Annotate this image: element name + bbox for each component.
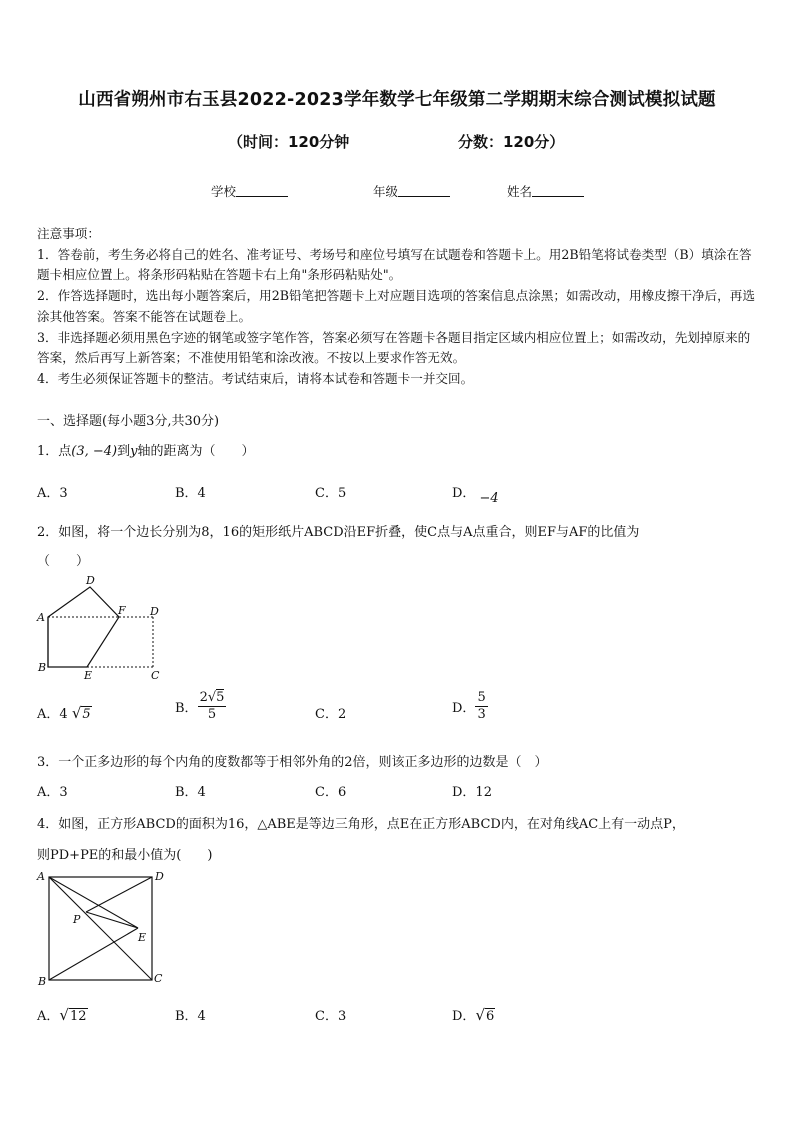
q2-option-c[interactable]: C．2 <box>315 707 347 722</box>
q2-option-a-radicand: 5 <box>82 707 91 722</box>
q2-label-b: B <box>38 661 47 674</box>
q2-option-d-label: D． <box>452 701 476 716</box>
q4-option-d-label: D． <box>452 1009 476 1024</box>
page-title: 山西省朔州市右玉县2022-2023学年数学七年级第二学期期末综合测试模拟试题 <box>78 90 716 110</box>
question-2: 2．如图，将一个边长分别为8，16的矩形纸片ABCD沿EF折叠，使C点与A点重合，则EF与AF的比值为 <box>37 525 640 540</box>
exam-time: （时间：120分钟 <box>228 133 350 151</box>
q1-option-c[interactable]: C．5 <box>315 486 347 501</box>
q1-option-d-value: −4 <box>479 491 499 506</box>
q2-label-c: C <box>151 669 160 682</box>
q3-option-c[interactable]: C．6 <box>315 785 347 800</box>
q2-label-d-top: D <box>86 574 95 587</box>
section-heading: 一、选择题(每小题3分,共30分) <box>37 414 220 429</box>
question-1 <box>37 440 255 459</box>
q1-option-d-label: D． <box>452 486 476 501</box>
q2-label-d: D <box>150 605 159 618</box>
q2-option-a[interactable] <box>37 703 92 722</box>
q3-option-d[interactable]: D．12 <box>452 785 492 800</box>
q4-label-e: E <box>138 931 147 944</box>
q4-option-b[interactable]: B．4 <box>175 1009 206 1024</box>
notice-item-2: 2．作答选择题时，选出每小题答案后，用2B铅笔把答题卡上对应题目选项的答案信息点涂黑；如需改动，用橡皮擦干净后，再选涂其他答案。答案不能答在试题卷上。 <box>37 288 755 324</box>
q1-pre: 1．点 <box>37 444 72 459</box>
grade-field[interactable] <box>373 182 450 200</box>
q4-option-a-sqrt: √12 <box>59 1006 87 1024</box>
q4-label-c: C <box>154 972 163 985</box>
q1-point: (3, −4) <box>71 444 118 459</box>
school-blank[interactable] <box>236 184 288 197</box>
q1-mid: 到 <box>117 444 131 459</box>
q4-segment-pe <box>86 912 138 928</box>
q2-option-d[interactable] <box>452 690 488 723</box>
q2-option-d-fraction <box>475 690 487 723</box>
q2-label-f: F <box>118 604 126 617</box>
q2-label-e: E <box>84 669 93 682</box>
q4-option-d-radicand: 6 <box>486 1009 495 1024</box>
q3-option-a[interactable]: A．3 <box>37 785 68 800</box>
question-4-line-2: 则PD+PE的和最小值为( ) <box>37 848 213 863</box>
q4-label-p: P <box>73 913 81 926</box>
question-3: 3．一个正多边形的每个内角的度数都等于相邻外角的2倍，则该正多边形的边数是（ ） <box>37 755 548 770</box>
q2-option-b-fraction: $\frac{2√5}{5}$ <box>199 690 225 722</box>
q4-segment-pd <box>86 877 152 912</box>
q4-option-d[interactable] <box>452 1005 495 1024</box>
name-blank[interactable] <box>532 184 584 197</box>
q4-option-a-label: A． <box>37 1009 60 1024</box>
q2-option-b-label: B． <box>175 701 198 716</box>
notice-item-1: 1．答卷前，考生务必将自己的姓名、准考证号、考场号和座位号填写在试题卷和答题卡上。用2B铅笔将试卷类型（B）填涂在答题卡相应位置上。将条形码粘贴在答题卡右上角"条形码粘贴处"。 <box>37 246 752 283</box>
q3-option-b[interactable]: B．4 <box>175 785 206 800</box>
q1-option-a[interactable]: A．3 <box>37 486 68 501</box>
question-4-line-1: 4．如图，正方形ABCD的面积为16，△ABE是等边三角形，点E在正方形ABCD内，在对角线AC上有一动点P， <box>37 817 685 832</box>
q2-option-b[interactable] <box>175 690 226 723</box>
q4-option-d-sqrt: √6 <box>475 1006 495 1024</box>
q4-side-be <box>49 928 138 980</box>
question-2-paren: （ ） <box>37 554 90 569</box>
q4-side-ae <box>49 877 138 928</box>
q2-option-d-den: 3 <box>477 707 486 722</box>
q1-post: 轴的距离为（ ） <box>137 444 255 459</box>
q2-fold-shape <box>48 587 119 667</box>
q2-option-b-coef: 2 <box>199 690 208 705</box>
notice-block <box>37 224 757 390</box>
q4-option-a[interactable] <box>37 1005 88 1024</box>
school-field[interactable] <box>211 182 288 200</box>
q4-label-a: A <box>37 870 45 883</box>
q1-option-b[interactable]: B．4 <box>175 486 206 501</box>
name-label: 姓名 <box>507 184 533 199</box>
school-label: 学校 <box>211 184 237 199</box>
q4-label-b: B <box>38 975 47 988</box>
grade-blank[interactable] <box>398 184 450 197</box>
q4-label-d: D <box>155 870 164 883</box>
q1-axis: y <box>130 444 138 459</box>
q2-option-a-sqrt: √5 <box>71 704 91 722</box>
notice-heading: 注意事项： <box>37 226 100 241</box>
q4-option-c[interactable]: C．3 <box>315 1009 347 1024</box>
q2-figure <box>34 572 166 682</box>
exam-score: 分数：120分） <box>458 133 565 151</box>
q1-option-d[interactable] <box>452 482 499 506</box>
notice-item-4: 4．考生必须保证答题卡的整洁。考试结束后，请将本试卷和答题卡一并交回。 <box>37 370 474 386</box>
q2-option-b-radicand: 5 <box>216 690 225 705</box>
q4-option-a-radicand: 12 <box>69 1009 87 1024</box>
q4-figure <box>34 866 170 990</box>
notice-item-3: 3．非选择题必须用黑色字迹的钢笔或签字笔作答，答案必须写在答题卡各题目指定区域内相应位置上；如需改动，先划掉原来的答案，然后再写上新答案；不准使用铅笔和涂改液。不按以上要求作答无效。 <box>37 329 751 366</box>
q2-option-d-num: 5 <box>477 690 486 705</box>
grade-label: 年级 <box>373 184 399 199</box>
q2-label-a: A <box>37 611 45 624</box>
q2-option-b-den: 5 <box>207 707 217 722</box>
q2-option-a-label: A．4 <box>37 707 68 722</box>
name-field[interactable] <box>507 182 584 200</box>
